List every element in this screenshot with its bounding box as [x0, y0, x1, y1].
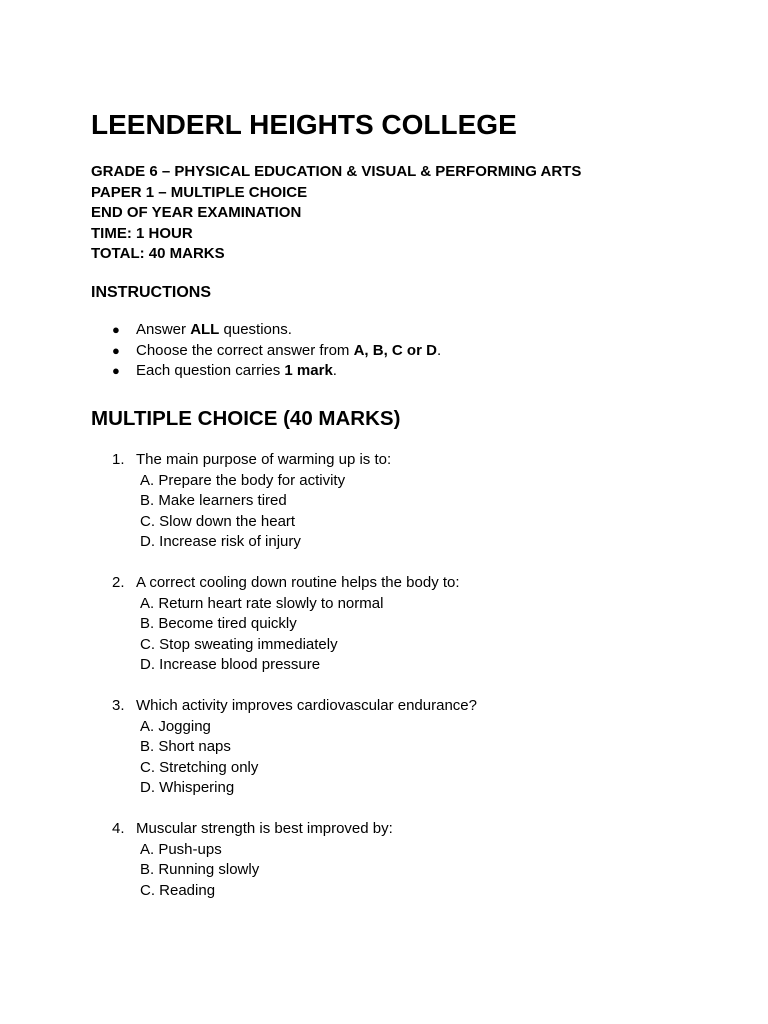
info-total: TOTAL: 40 MARKS: [91, 245, 225, 263]
option-a: A. Jogging: [140, 717, 211, 735]
option-a: A. Push-ups: [140, 840, 222, 858]
option-d: D. Increase blood pressure: [140, 656, 321, 673]
info-grade-subject: GRADE 6 – PHYSICAL EDUCATION & VISUAL & PERFORMING ARTS: [91, 163, 582, 180]
option-a: A. Prepare the body for activity: [140, 471, 346, 489]
question-text: A correct cooling down routine helps the body to:: [136, 574, 460, 591]
question-number: 4.: [112, 820, 125, 837]
question-number: 2.: [112, 574, 125, 591]
option-d: D. Increase risk of injury: [140, 533, 301, 550]
instructions-heading: INSTRUCTIONS: [91, 284, 211, 301]
question-stem: [112, 450, 712, 471]
option-b: B. Running slowly: [140, 861, 260, 878]
question-stem: [112, 819, 712, 840]
option-c: C. Stretching only: [140, 758, 259, 776]
option-c: C. Reading: [140, 881, 216, 899]
bullet-icon: ●: [112, 322, 120, 337]
section-heading: MULTIPLE CHOICE (40 MARKS): [91, 407, 401, 430]
option-a: A. Return heart rate slowly to normal: [140, 594, 384, 612]
question-stem: [112, 696, 712, 717]
question-3: [112, 696, 712, 799]
exam-info-block: [91, 162, 581, 265]
question-2: [112, 573, 712, 676]
instruction-item: [112, 361, 441, 382]
info-time: TIME: 1 HOUR: [91, 224, 193, 242]
option-d: D. Whispering: [140, 779, 235, 796]
question-stem: [112, 573, 712, 594]
option-b: B. Short naps: [140, 738, 231, 755]
question-number: 3.: [112, 697, 125, 714]
bullet-icon: ●: [112, 342, 120, 358]
option-b: B. Make learners tired: [140, 492, 287, 509]
instruction-item: [112, 341, 441, 362]
school-title: LEENDERL HEIGHTS COLLEGE: [91, 109, 517, 140]
option-c: C. Stop sweating immediately: [140, 635, 338, 653]
instruction-text: Answer ALL questions.: [136, 321, 292, 338]
instruction-item: [112, 320, 441, 341]
question-text: Which activity improves cardiovascular endurance?: [136, 697, 477, 714]
instruction-text: Choose the correct answer from A, B, C or D.: [136, 341, 442, 359]
info-paper: PAPER 1 – MULTIPLE CHOICE: [91, 183, 308, 201]
option-c: C. Slow down the heart: [140, 512, 296, 530]
instructions-list: [112, 320, 441, 382]
question-1: [112, 450, 712, 553]
question-number: 1.: [112, 451, 125, 468]
bullet-icon: ●: [112, 363, 120, 378]
option-b: B. Become tired quickly: [140, 615, 297, 632]
question-4: [112, 819, 712, 901]
question-text: The main purpose of warming up is to:: [136, 451, 392, 468]
instruction-text: Each question carries 1 mark.: [136, 362, 337, 379]
question-text: Muscular strength is best improved by:: [136, 820, 393, 837]
info-exam-type: END OF YEAR EXAMINATION: [91, 204, 302, 222]
